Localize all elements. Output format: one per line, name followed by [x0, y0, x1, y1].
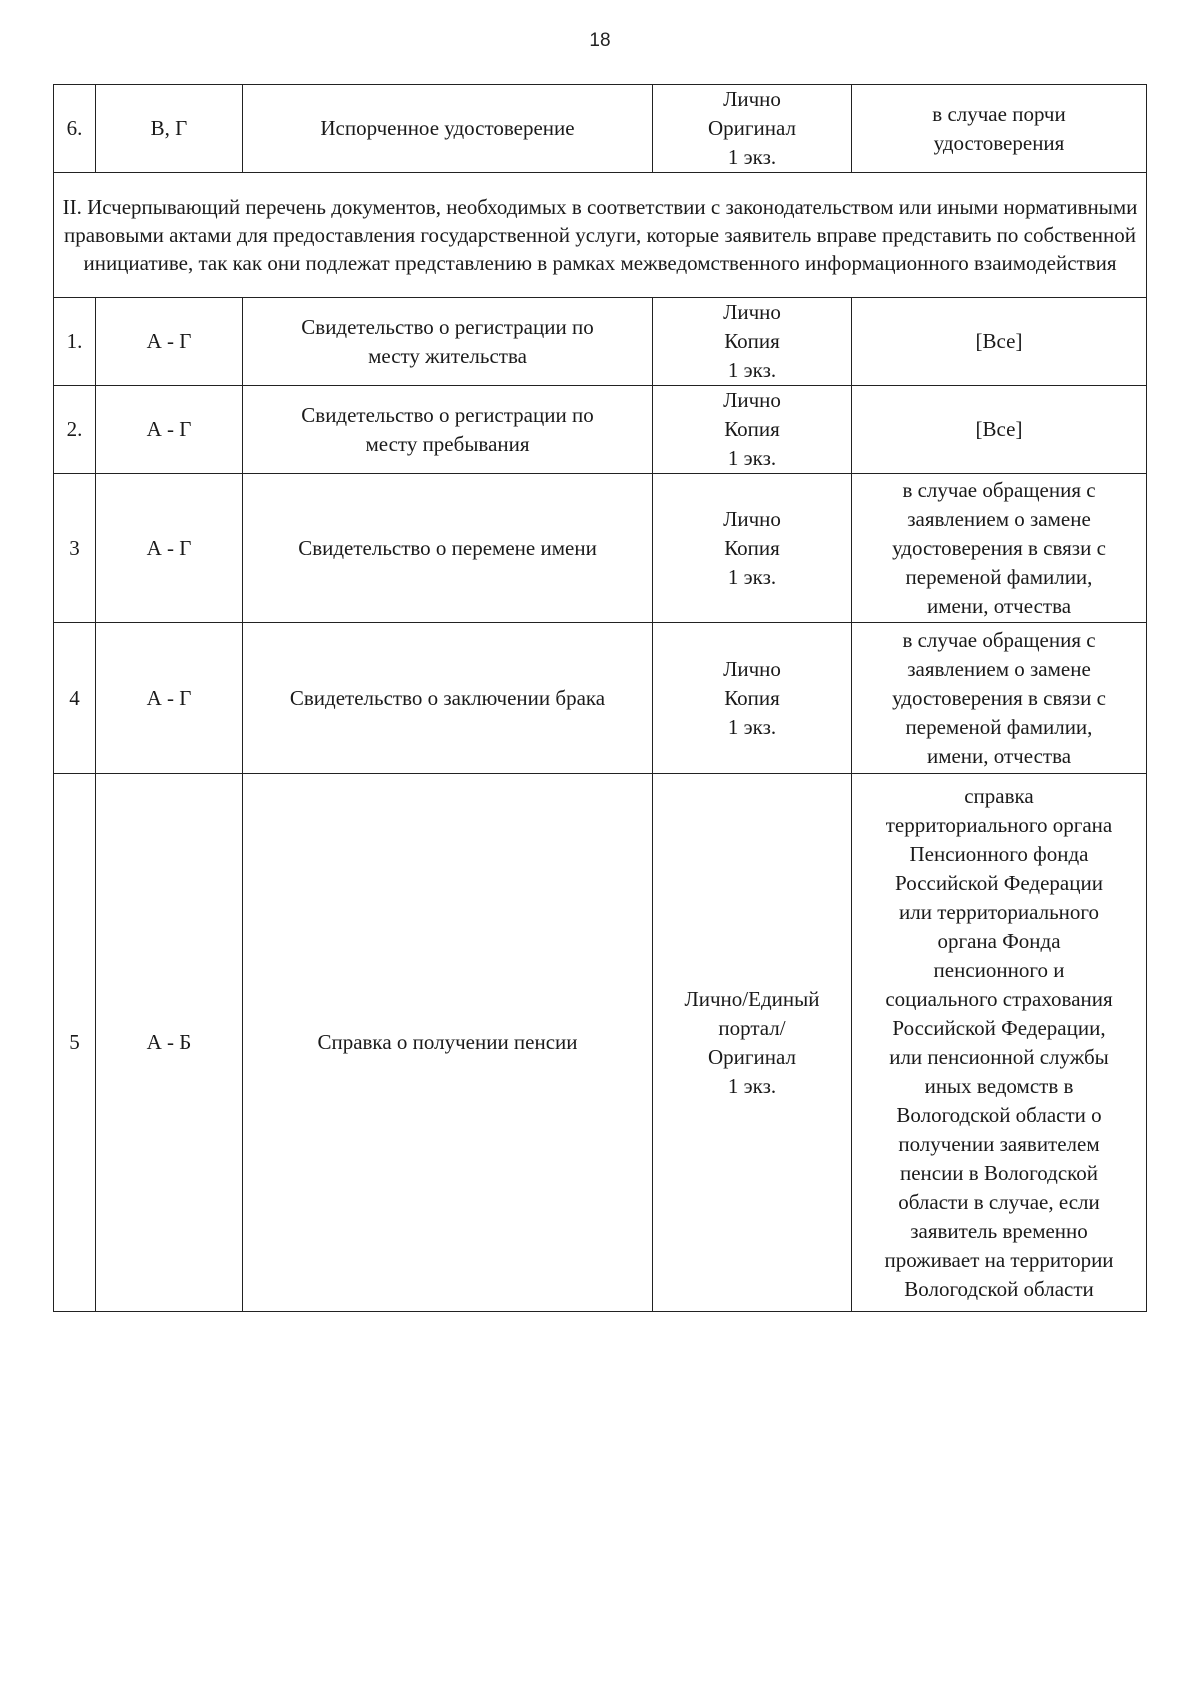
condition-line: Пенсионного фонда [909, 841, 1089, 866]
document-name: Испорченное удостоверение [243, 85, 653, 173]
table-row [54, 774, 1147, 1312]
form-line: Лично [723, 87, 781, 111]
form-line: Оригинал [708, 116, 796, 140]
condition-line: пенсии в Вологодской [899, 1160, 1099, 1185]
condition-line: справка [964, 783, 1034, 808]
applicant-categories: А - Г [96, 298, 243, 386]
form-line: 1 экз. [727, 446, 777, 470]
submission-form [653, 623, 852, 774]
condition-line: территориального органа [885, 812, 1113, 837]
form-line: 1 экз. [727, 145, 777, 169]
form-line: 1 экз. [727, 1073, 777, 1098]
documents-table [53, 84, 1147, 1312]
condition-line: пенсионного и [933, 957, 1065, 982]
form-line: 1 экз. [727, 564, 777, 589]
applicant-categories: А - Г [96, 386, 243, 474]
table-row [54, 623, 1147, 774]
table-row [54, 298, 1147, 386]
form-line: Копия [724, 535, 780, 560]
condition-line: в случае порчи [932, 101, 1066, 126]
form-line: Лично [723, 506, 781, 531]
submission-form [653, 298, 852, 386]
condition-line: переменой фамилии, [905, 714, 1093, 739]
table-row [54, 85, 1147, 173]
condition-line: в случае обращения с [902, 627, 1096, 652]
submission-form [653, 386, 852, 474]
row-number: 4 [54, 623, 96, 774]
form-line: портал/ [718, 1015, 786, 1040]
document-name [243, 623, 653, 774]
document-line: Свидетельство о регистрации по [301, 402, 594, 427]
condition-line: удостоверения в связи с [892, 535, 1106, 560]
submission-form [653, 774, 852, 1312]
document-name [243, 474, 653, 623]
condition-line: удостоверения в связи с [892, 685, 1106, 710]
form-line: Оригинал [708, 1044, 796, 1069]
form-line: Копия [724, 685, 780, 710]
applicant-categories: А - Г [96, 623, 243, 774]
applicant-categories: А - Б [96, 774, 243, 1312]
form-line: Лично [723, 388, 781, 412]
submission-condition [852, 623, 1147, 774]
condition-line: заявитель временно [910, 1218, 1088, 1243]
condition-line: иных ведомств в [924, 1073, 1074, 1098]
form-line: 1 экз. [727, 714, 777, 739]
page-number: 18 [589, 30, 611, 51]
form-line: Лично [723, 300, 781, 324]
condition-line: имени, отчества [926, 743, 1072, 768]
condition-line: получении заявителем [898, 1131, 1100, 1156]
condition-line: [Все] [975, 417, 1023, 441]
section-heading: II. Исчерпывающий перечень документов, необходимых в соответствии с законодательством или иными нормативными правовыми актами для предоставления государственной услуги, которые заявитель вправе представить по собственной инициативе, так как они подлежат представлению в рамках межведомственного информационного взаимодействия [54, 173, 1147, 298]
table-row [54, 386, 1147, 474]
submission-condition [852, 85, 1147, 173]
document-name [243, 774, 653, 1312]
condition-line: Вологодской области о [896, 1102, 1102, 1127]
submission-condition [852, 774, 1147, 1312]
row-number: 5 [54, 774, 96, 1312]
document-line: месту жительства [368, 343, 527, 368]
condition-line: Российской Федерации [895, 870, 1103, 895]
condition-line: переменой фамилии, [905, 564, 1093, 589]
condition-line: проживает на территории [884, 1247, 1114, 1272]
form-line: Копия [724, 417, 780, 441]
condition-line: социального страхования [885, 986, 1113, 1011]
condition-line: заявлением о замене [907, 506, 1091, 531]
row-number: 6. [54, 85, 96, 173]
submission-condition [852, 386, 1147, 474]
submission-condition [852, 474, 1147, 623]
row-number: 3 [54, 474, 96, 623]
condition-line: Вологодской области [904, 1276, 1094, 1301]
condition-line: области в случае, если [898, 1189, 1100, 1214]
document-line: Свидетельство о заключении брака [289, 685, 606, 710]
condition-line: или территориального [899, 899, 1099, 924]
condition-line: заявлением о замене [907, 656, 1091, 681]
form-line: 1 экз. [727, 358, 777, 382]
table-row [54, 474, 1147, 623]
condition-line: удостоверения [933, 130, 1065, 155]
document-name [243, 386, 653, 474]
condition-line: Российской Федерации, [892, 1015, 1106, 1040]
document-line: Справка о получении пенсии [317, 1030, 578, 1054]
row-number: 2. [54, 386, 96, 474]
condition-line: [Все] [975, 329, 1023, 353]
submission-form [653, 85, 852, 173]
section-heading-row [54, 173, 1147, 298]
condition-line: в случае обращения с [902, 477, 1096, 502]
applicant-categories: В, Г [96, 85, 243, 173]
form-line: Лично [723, 656, 781, 681]
document-name [243, 298, 653, 386]
condition-line: имени, отчества [926, 593, 1072, 618]
condition-line: или пенсионной службы [889, 1044, 1109, 1069]
condition-line: органа Фонда [937, 928, 1061, 953]
applicant-categories: А - Г [96, 474, 243, 623]
row-number: 1. [54, 298, 96, 386]
submission-form [653, 474, 852, 623]
document-line: Свидетельство о регистрации по [301, 314, 594, 339]
form-line: Лично/Единый [684, 986, 820, 1011]
submission-condition [852, 298, 1147, 386]
form-line: Копия [724, 329, 780, 353]
document-line: месту пребывания [365, 431, 530, 456]
document-line: Свидетельство о перемене имени [298, 535, 597, 560]
